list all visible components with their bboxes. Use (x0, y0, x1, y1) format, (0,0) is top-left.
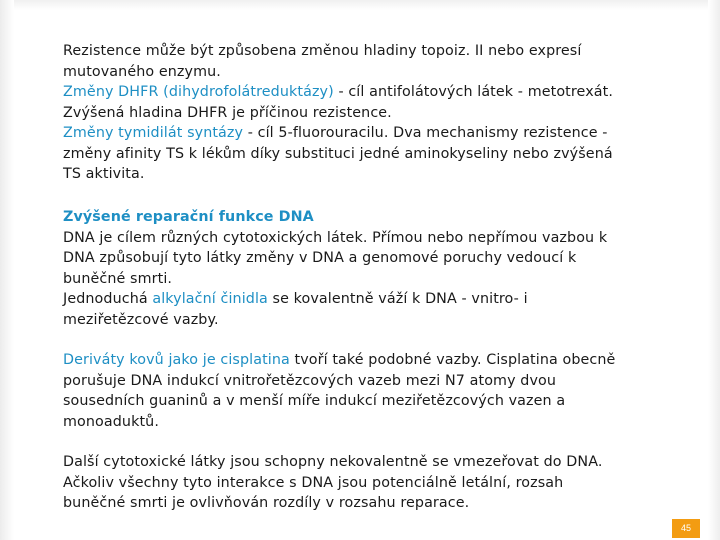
section-heading: Zvýšené reparační funkce DNA (63, 209, 314, 225)
text-line: porušuje DNA indukcí vnitrořetězcových vazeb mezi N7 atomy dvou (63, 372, 557, 389)
highlight-term: Změny DHFR (dihydrofolátreduktázy) (63, 84, 334, 100)
text-span: tvoří také podobné vazby. Cisplatina obecně (289, 352, 616, 368)
text-line: meziřetězcové vazby. (63, 311, 219, 328)
text-line: DNA je cílem různých cytotoxických látek. Přímou nebo nepřímou vazbou k (63, 229, 608, 246)
text-line (63, 123, 663, 144)
text-line: DNA způsobují tyto látky změny v DNA a genomové poruchy vedoucí k (63, 250, 577, 266)
text-span: - cíl 5-fluorouracilu. Dva mechanismy rezistence - (243, 125, 608, 141)
text-line: Ačkoliv všechny tyto interakce s DNA jsou potenciálně letální, rozsah (63, 474, 564, 491)
text-span: se kovalentně váží k DNA - vnitro- i (267, 291, 528, 307)
text-line: Další cytotoxické látky jsou schopny nekovalentně se vmezeřovat do DNA. (63, 454, 603, 470)
text-line: změny afinity TS k lékům díky substituci jedné aminokyseliny nebo zvýšená (63, 145, 613, 162)
text-line (63, 82, 663, 103)
text-line: mutovaného enzymu. (63, 63, 221, 80)
text-line: Zvýšená hladina DHFR je příčinou rezistence. (63, 104, 392, 121)
highlight-term: Změny tymidilát syntázy (63, 125, 244, 141)
text-line: monoaduktů. (63, 413, 159, 430)
text-line: buněčné smrti. (63, 270, 173, 287)
highlight-term: Deriváty kovů jako je cisplatina (63, 352, 290, 368)
paragraph-resistance-mechanisms (63, 41, 663, 185)
paragraph-cisplatin (63, 350, 663, 432)
text-span: - cíl antifolátových látek - metotrexát. (333, 84, 613, 100)
text-span: Jednoduchá (63, 291, 153, 307)
paragraph-intercalation (63, 452, 663, 514)
slide-frame-right (708, 0, 720, 540)
text-line: sousedních guaninů a v menší míře indukcí meziřetězcových vazen a (63, 393, 566, 409)
highlight-term: alkylační činidla (152, 291, 268, 307)
text-line: TS aktivita. (63, 166, 145, 182)
text-line (63, 289, 663, 310)
page-number-badge: 45 (672, 519, 700, 538)
text-line (63, 350, 663, 371)
slide-frame-left (0, 0, 14, 540)
text-line: Rezistence může být způsobena změnou hladiny topoiz. II nebo expresí (63, 43, 582, 59)
paragraph-dna-repair (63, 207, 663, 330)
text-line: buněčné smrti je ovlivňován rozdíly v rozsahu reparace. (63, 495, 470, 511)
slide-frame-top (0, 0, 720, 10)
